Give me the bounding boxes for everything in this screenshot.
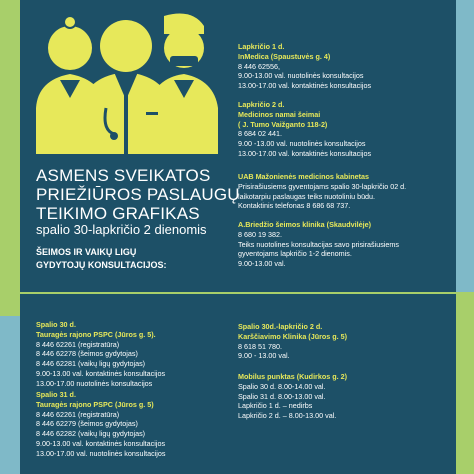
schedule-line: Spalio 30 d. 8.00-14.00 val. (238, 381, 326, 391)
schedule-line: 9.00-13.00 val. kontaktinės konsultacijos (36, 438, 166, 448)
title-line-2: PRIEŽIŪROS PASLAUGŲ (36, 185, 240, 204)
schedule-line: Lapkričio 1 d. – nedirbs (238, 401, 313, 411)
schedule-place-address: ( J. Tumo Vaižganto 118-2) (238, 119, 328, 129)
schedule-line: 8 446 62279 (šeimos gydytojas) (36, 419, 138, 429)
schedule-inmedica (238, 42, 371, 91)
schedule-date: Spalio 30d.-lapkričio 2 d. (238, 322, 323, 331)
schedule-place: UAB Mažonienės medicinos kabinetas (238, 172, 370, 181)
schedule-line: 9.00-13.00 val. (238, 259, 286, 269)
schedule-line: 8 446 62282 (vaikų ligų gydytojas) (36, 429, 146, 439)
date-range-subtitle: spalio 30-lapkričio 2 dienomis (36, 222, 207, 237)
schedule-briedzio (238, 220, 399, 269)
schedule-line: 8 446 62281 (vaikų ligų gydytojas) (36, 359, 146, 369)
schedule-oct31 (36, 390, 165, 459)
title-line-3: TEIKIMO GRAFIKAS (36, 204, 200, 223)
schedule-place: Mobilus punktas (Kudirkos g. 2) (238, 372, 348, 381)
schedule-date: Lapkričio 1 d. (238, 42, 285, 51)
schedule-line: 8 446 62261 (registratūra) (36, 339, 120, 349)
schedule-place: InMedica (Spaustuvės g. 4) (238, 51, 331, 61)
schedule-place: Medicinos namai šeimai (238, 109, 321, 119)
schedule-line: Spalio 31 d. 8.00-13.00 val. (238, 391, 326, 401)
schedule-line: 13.00-17.00 val. kontaktinės konsultacijos (238, 81, 372, 91)
schedule-oct30 (36, 320, 165, 389)
schedule-line: 8 446 62278 (šeimos gydytojas) (36, 349, 138, 359)
schedule-line: Teiks nuotolines konsultacijas savo prisirašiusiems (238, 239, 399, 249)
schedule-date: Lapkričio 2 d. (238, 100, 285, 109)
schedule-line: 9.00 - 13.00 val. (238, 351, 290, 361)
section-heading (36, 246, 167, 272)
schedule-line: Lapkričio 2 d. – 8.00-13.00 val. (238, 411, 337, 421)
schedule-line: 8 680 19 382. (238, 229, 282, 239)
doctors-illustration (26, 8, 222, 154)
schedule-line: Kontaktinis telefonas 8 686 68 737. (238, 201, 351, 211)
title-line-1: ASMENS SVEIKATOS (36, 166, 211, 185)
green-stripe-right (456, 300, 474, 474)
schedule-karsciavimo (238, 322, 347, 361)
schedule-date: Spalio 30 d. (36, 320, 76, 329)
schedule-mobilus (238, 372, 347, 421)
schedule-line: 13.00-17.00 val. kontaktinės konsultacijos (238, 148, 372, 158)
schedule-line: 9.00-13.00 val. kontaktinės konsultacijos (36, 368, 166, 378)
schedule-place: Tauragės rajono PSPC (Jūros g. 5). (36, 329, 156, 339)
schedule-line: 9.00-13.00 val. nuotolinės konsultacijos (238, 71, 364, 81)
schedule-line: 9.00 -13.00 val. nuotolinės konsultacijos (238, 139, 366, 149)
schedule-line: 8 684 02 441. (238, 129, 282, 139)
schedule-line: Prisirašiusiems gyventojams spalio 30-lapkričio 02 d. (238, 181, 407, 191)
schedule-line: 13.00-17.00 val. nuotolinės konsultacijos (36, 448, 166, 458)
schedule-line: 8 618 51 780. (238, 341, 282, 351)
schedule-line: 8 446 62261 (registratūra) (36, 409, 120, 419)
green-stripe-left (0, 0, 20, 300)
schedule-line: 13.00-17.00 nuotolinės konsultacijos (36, 378, 153, 388)
schedule-place: Karščiavimo Klinika (Jūros g. 5) (238, 331, 348, 341)
schedule-date: Spalio 31 d. (36, 390, 76, 399)
schedule-mazonienes (238, 172, 406, 211)
section-heading-line-2: GYDYTOJŲ KONSULTACIJOS: (36, 260, 167, 270)
blue-stripe-right (456, 0, 474, 300)
section-heading-line-1: ŠEIMOS IR VAIKŲ LIGŲ (36, 247, 137, 257)
schedule-place: A.Briedžio šeimos klinika (Skaudvilėje) (238, 220, 372, 229)
schedule-line: gyventojams lapkričio 1-2 dienomis. (238, 249, 352, 259)
schedule-line: laikotarpiu paslaugas teiks nuotoliniu būdu. (238, 191, 376, 201)
schedule-place: Tauragės rajono PSPC (Jūros g. 5) (36, 399, 154, 409)
schedule-line: 8 446 62556, (238, 61, 280, 71)
schedule-medicinos-namai (238, 100, 371, 159)
blue-stripe-left (0, 300, 20, 474)
